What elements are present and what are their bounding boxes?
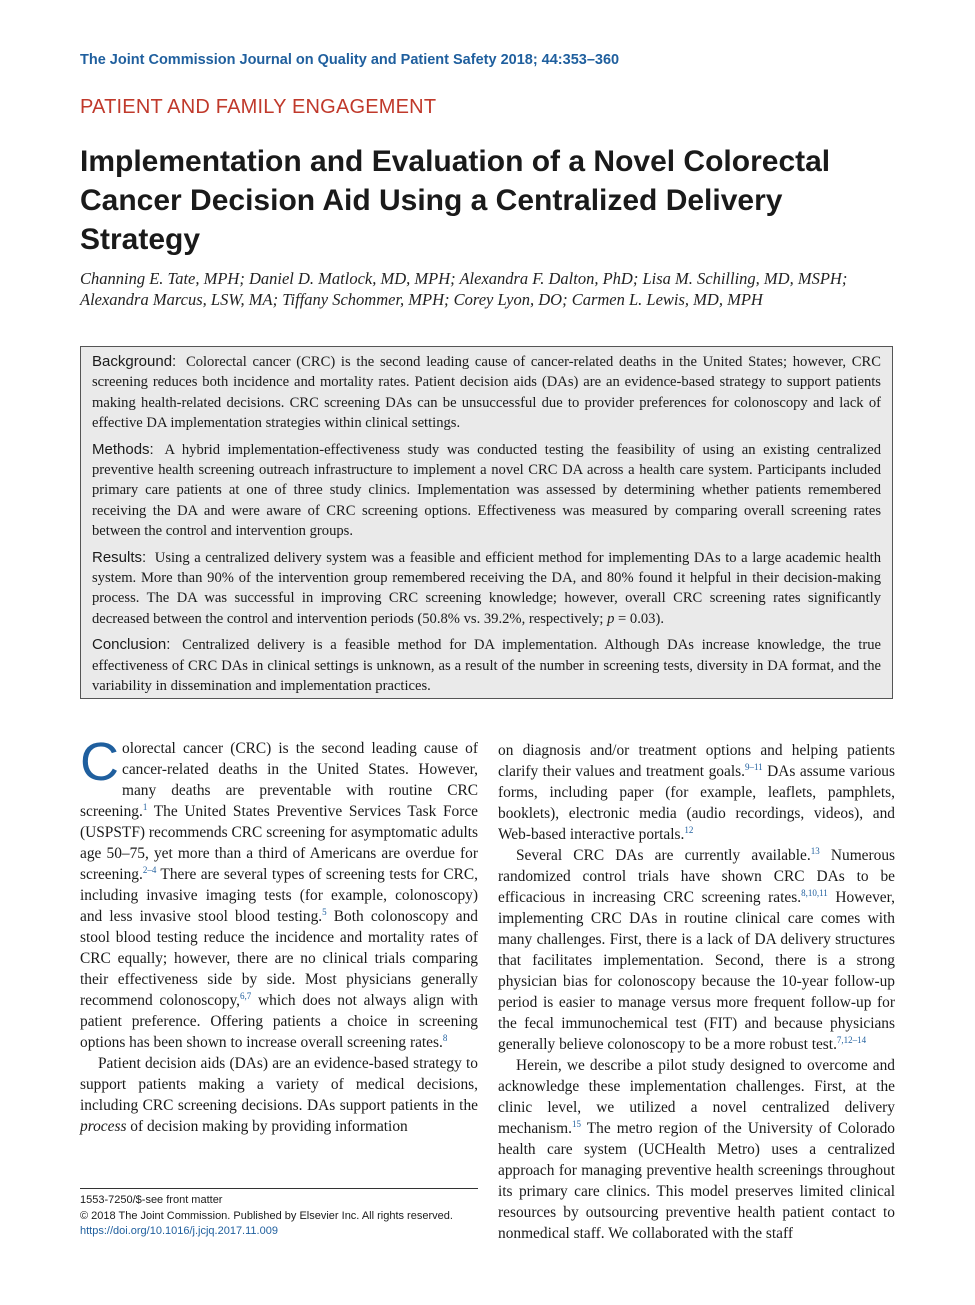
emphasis-text: process (80, 1118, 127, 1135)
intro-paragraph-1 (80, 732, 479, 1053)
results-p-symbol: p (607, 610, 615, 627)
reference-link[interactable]: 12 (684, 824, 694, 835)
background-text: Colorectal cancer (CRC) is the second leading cause of cancer-related deaths in the United States; however, CRC screening reduces both incidence and mortality rates. Patient decision aids (DAs) are an evidence-based strategy to support patients making health-related decisions. CRC screening DAs can be unsuccessful due to provider preferences for colonoscopy and lack of effective DA implementation strategies within clinical settings. (92, 354, 881, 432)
results-text: Using a centralized delivery system was a feasible and efficient method for implementing DAs to a large academic health system. More than 90% of the intervention group remembered receiving the DA, and 80% found it helpful in their decision-making process. The DA was successful in improving CRC screening knowledge; however, overall CRC screening rates significantly decreased between the control and intervention periods (50.8% vs. 39.2%, respectively; (92, 549, 882, 627)
intro-paragraph-continued (498, 740, 895, 845)
doi-link[interactable]: https://doi.org/10.1016/j.jcjq.2017.11.009 (80, 1225, 278, 1237)
abstract-methods (92, 440, 881, 542)
text-run: However, implementing CRC DAs in routine clinical care comes with many challenges. First, there is a lack of DA delivery structures that facilitates implementation. Second, there is a strong physician bias for colonoscopy because the 10-year follow-up period is easier to manage versus more frequent follow-up for the fecal immunochemical test (FIT) and because physicians generally believe colonoscopy to be a more robust test. (498, 889, 895, 1053)
copyright-line: © 2018 The Joint Commission. Published by Elsevier Inc. All rights reserved. (80, 1209, 453, 1222)
text-run: of decision making by providing information (126, 1118, 408, 1135)
reference-link[interactable]: 15 (571, 1118, 581, 1129)
reference-link[interactable]: 1 (142, 801, 148, 812)
reference-link[interactable]: 8,10,11 (801, 887, 828, 898)
reference-link[interactable]: 2–4 (142, 864, 157, 875)
reference-link[interactable]: 8 (442, 1032, 448, 1043)
reference-link[interactable]: 9–11 (744, 761, 763, 772)
conclusion-label: Conclusion: (92, 636, 171, 654)
reference-link[interactable]: 5 (322, 906, 327, 917)
methods-label: Methods: (92, 440, 154, 458)
abstract-box (80, 346, 893, 699)
footer-divider (80, 1188, 478, 1189)
text-run: Herein, we describe a pilot study designed to overcome and acknowledge these implementation challenges. First, at the clinic level, we utilized a novel centralized delivery mechanism. (498, 1057, 895, 1137)
text-run: The United States Preventive Services Task Force (USPSTF) recommends CRC screening for asymptomatic adults age 50–75, yet more than a third of Americans are overdue for screening. (80, 803, 478, 883)
text-run: Both colonoscopy and stool blood testing reduce the incidence and mortality rates of CRC equally; however, there are no clinical trials comparing their effectiveness side by side. Most physicians generally recommend colonoscopy, (80, 908, 478, 1009)
text-run: Several CRC DAs are currently available. (516, 847, 811, 864)
reference-link[interactable]: 6,7 (240, 990, 252, 1001)
intro-paragraph-4 (498, 1055, 895, 1244)
text-run: on diagnosis and/or treatment options and helping patients clarify their values and treatment goals. (498, 742, 895, 780)
issn-line: 1553-7250/$-see front matter (80, 1194, 223, 1206)
journal-citation: The Joint Commission Journal on Quality and Patient Safety 2018; 44:353–360 (80, 52, 620, 68)
reference-link[interactable]: 7,12–14 (836, 1034, 867, 1045)
text-run: Patient decision aids (DAs) are an evidence-based strategy to support patients making a variety of medical decisions, including CRC screening decisions. DAs support patients in the (80, 1055, 478, 1114)
text-run: DAs assume various forms, including paper (for example, leaflets, pamphlets, booklets), electronic media (audio recordings, videos), and Web-based interactive portals. (498, 763, 895, 843)
intro-paragraph-2 (80, 1053, 478, 1137)
intro-paragraph-3 (498, 845, 895, 1055)
results-p-value: = 0.03). (618, 610, 664, 627)
authors-line-2: Alexandra Marcus, LSW, MA; Tiffany Schommer, MPH; Corey Lyon, DO; Carmen L. Lewis, MD, MPH (80, 290, 763, 309)
abstract-background (92, 352, 881, 434)
conclusion-text: Centralized delivery is a feasible method for DA implementation. Although DAs increase knowledge, the true effectiveness of CRC DAs in clinical settings is unknown, as a result of the number in screening tests, diversity in DA format, and the variability in dissemination and implementation practices. (92, 637, 881, 695)
text-run: olorectal cancer (CRC) is the second leading cause of cancer-related deaths in the United States. However, many deaths are preventable with routine CRC screening. (80, 740, 478, 820)
abstract-results (92, 548, 881, 630)
drop-cap: C (80, 732, 119, 792)
section-label: PATIENT AND FAMILY ENGAGEMENT (80, 96, 437, 118)
body-column-left (80, 732, 479, 1137)
text-run: which does not always align with patient preference. Offering patients a choice in screening options has been shown to increase overall screening rates. (80, 992, 479, 1051)
text-run: There are several types of screening tests for CRC, including invasive imaging tests (for example, colonoscopy) and less invasive stool blood testing. (80, 866, 478, 925)
article-title: Implementation and Evaluation of a Novel Colorectal Cancer Decision Aid Using a Centralized Delivery Strategy (80, 145, 831, 256)
body-column-right (498, 740, 895, 1244)
footer (80, 1193, 500, 1240)
text-run: Numerous randomized control trials have shown CRC DAs to be efficacious in increasing CRC screening rates. (498, 847, 895, 906)
author-list (80, 268, 910, 310)
results-label: Results: (92, 548, 147, 566)
background-label: Background: (92, 353, 177, 370)
authors-line-1: Channing E. Tate, MPH; Daniel D. Matlock, MD, MPH; Alexandra F. Dalton, PhD; Lisa M. Schilling, MD, MSPH; (80, 269, 848, 288)
methods-text: A hybrid implementation-effectiveness study was conducted testing the feasibility of using an existing centralized preventive health screening outreach infrastructure to implement a novel CRC DA across a health care system. Participants included primary care patients at one of three study clinics. Implementation was assessed by determining whether patients remembered receiving the DA and were aware of CRC screening options. Effectiveness was measured by comparing overall screening rates between the control and intervention groups. (92, 441, 882, 540)
reference-link[interactable]: 13 (810, 845, 820, 856)
abstract-conclusion (92, 635, 881, 696)
text-run: The metro region of the University of Colorado health care system (UCHealth Metro) uses a centralized approach for managing preventive health screenings throughout its primary care clinics. This model preserves limited clinical resources by outsourcing preventive health patient contact to nonmedical staff. We collaborated with the staff (498, 1120, 895, 1242)
